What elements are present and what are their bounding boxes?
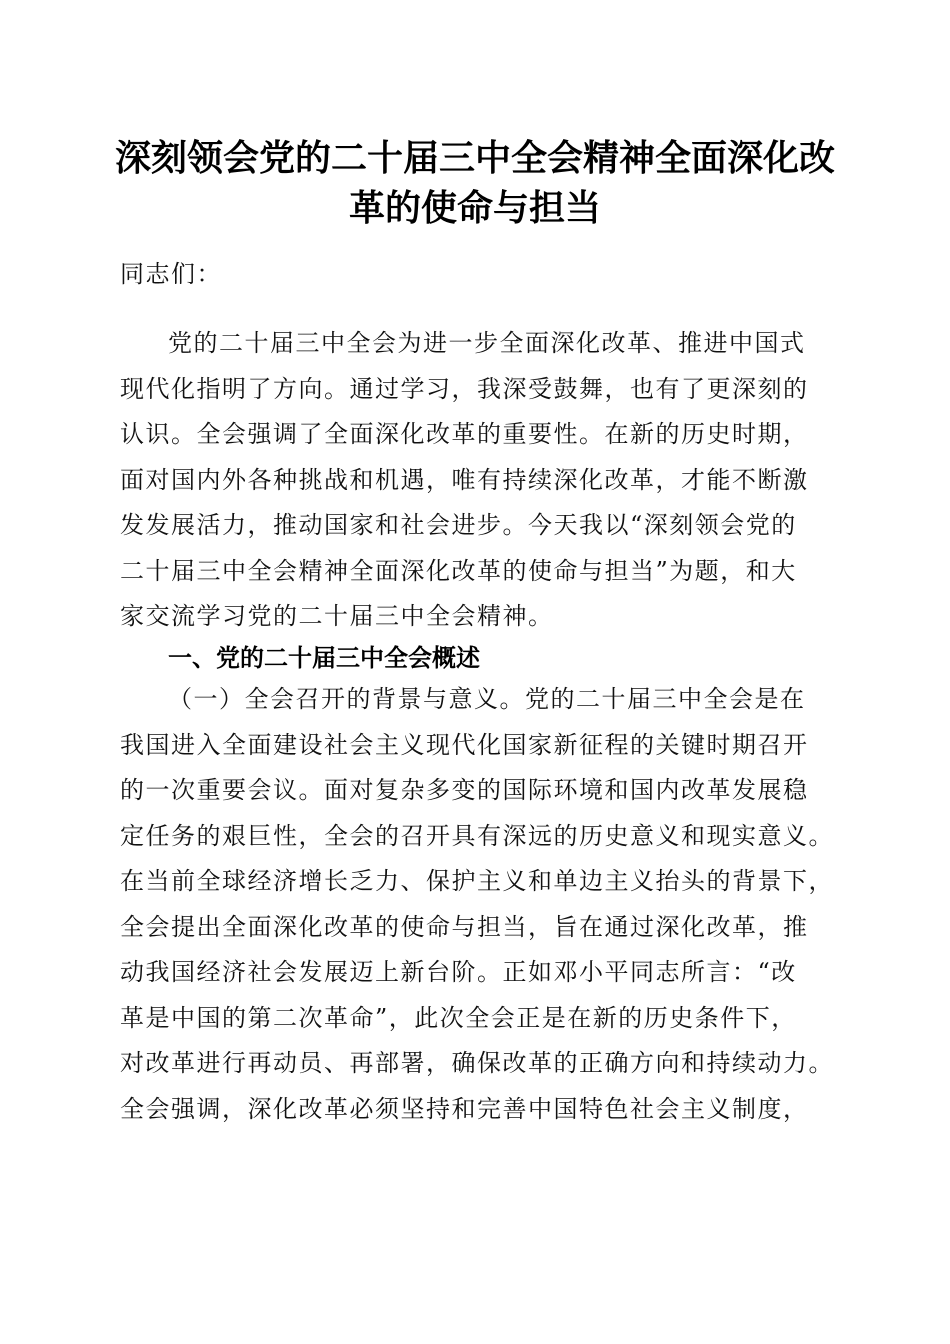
paragraph-line: 家交流学习党的二十届三中全会精神。 (120, 602, 554, 630)
paragraph-line: 动我国经济社会发展迈上新台阶。正如邓小平同志所言：“改 (120, 958, 797, 986)
paragraph-first-line (120, 677, 832, 723)
paragraph-intro (120, 321, 832, 640)
paragraph-line: 全会强调，深化改革必须坚持和完善中国特色社会主义制度， (120, 1094, 809, 1123)
paragraph-line: 对改革进行再动员、再部署，确保改革的正确方向和持续动力。 (120, 1049, 834, 1077)
paragraph-line: 革是中国的第二次革命”，此次全会正是在新的历史条件下， (120, 1003, 797, 1032)
paragraph-line: 定任务的艰巨性，全会的召开具有深远的历史意义和现实意义。 (120, 821, 834, 850)
paragraph-line: 全会提出全面深化改革的使命与担当，旨在通过深化改革，推 (120, 912, 809, 941)
paragraph-line: 我国进入全面建设社会主义现代化国家新征程的关键时期召开 (120, 730, 809, 759)
paragraph-line: 党的二十届三中全会为进一步全面深化改革、推进中国式 (168, 329, 806, 357)
document-title (110, 133, 840, 233)
salutation: 同志们： (120, 260, 222, 288)
paragraph-line: 现代化指明了方向。通过学习，我深受鼓舞，也有了更深刻的 (120, 374, 809, 403)
subsection-heading: （一）全会召开的背景与意义。 (168, 685, 525, 713)
paragraph-line: 面对国内外各种挑战和机遇，唯有持续深化改革，才能不断激 (120, 465, 809, 494)
paragraph-line: 在当前全球经济增长乏力、保护主义和单边主义抬头的背景下， (120, 867, 834, 895)
paragraph-line: 的一次重要会议。面对复杂多变的国际环境和国内改革发展稳 (120, 776, 809, 804)
paragraph-line: 二十届三中全会精神全面深化改革的使命与担当”为题，和大 (120, 556, 797, 585)
paragraph-line: 认识。全会强调了全面深化改革的重要性。在新的历史时期， (120, 420, 809, 448)
paragraph-background (120, 677, 832, 1132)
title-line-1: 深刻领会党的二十届三中全会精神全面深化改 (114, 137, 835, 179)
section-heading: 一、党的二十届三中全会概述 (168, 644, 480, 672)
title-line-2: 革的使命与担当 (348, 187, 601, 229)
paragraph-line: 发发展活力，推动国家和社会进步。今天我以“深刻领会党的 (120, 511, 797, 539)
paragraph-first-line-rest: 党的二十届三中全会是在 (525, 685, 806, 713)
